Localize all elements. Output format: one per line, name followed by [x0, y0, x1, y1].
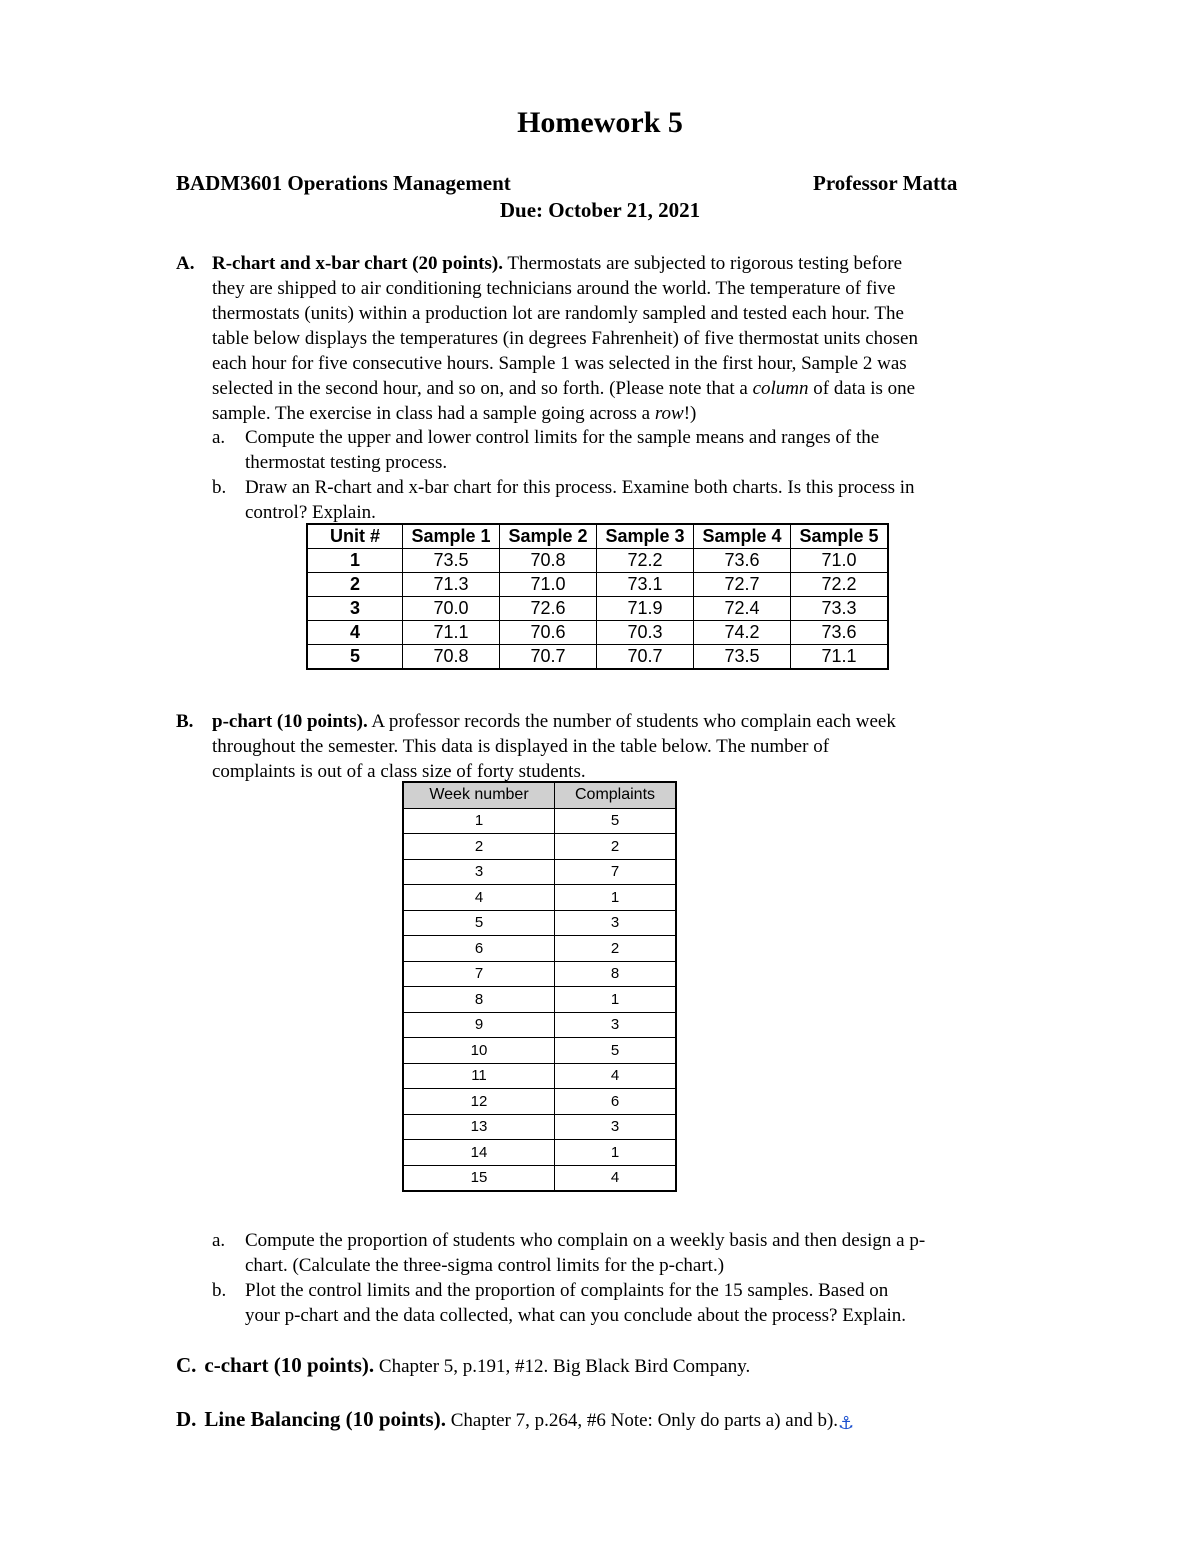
sub-a-text	[245, 425, 879, 475]
complaints-cell: 1	[555, 885, 677, 911]
table-header-cell: Sample 3	[597, 524, 694, 549]
section-a-line: they are shipped to air conditioning technicians around the world. The temperature of five	[212, 278, 896, 299]
table-header-cell: Sample 1	[403, 524, 500, 549]
temperature-cell: 71.1	[791, 645, 889, 670]
section-c	[176, 1353, 750, 1378]
section-b-line: throughout the semester. This data is displayed in the table below. The number of	[212, 736, 830, 757]
professor-name: Professor Matta	[813, 171, 958, 195]
table-row	[403, 859, 676, 885]
table-header-cell: Week number	[403, 782, 555, 808]
temperature-cell: 73.6	[694, 549, 791, 573]
temperature-cell: 71.3	[403, 573, 500, 597]
sub-b-text	[245, 1278, 906, 1328]
page-title: Homework 5	[517, 106, 683, 139]
complaints-cell: 8	[555, 961, 677, 987]
section-a-line: table below displays the temperatures (in degrees Fahrenheit) of five thermostat units chosen	[212, 328, 918, 349]
week-number-cell: 6	[403, 936, 555, 962]
section-a-line: of data is one	[808, 378, 916, 399]
table-row	[307, 549, 888, 573]
complaints-cell: 2	[555, 936, 677, 962]
table-row	[307, 645, 888, 670]
week-number-cell: 1	[403, 808, 555, 834]
complaints-cell: 4	[555, 1165, 677, 1191]
week-number-cell: 9	[403, 1012, 555, 1038]
anchor-icon: ⚓	[838, 1413, 855, 1434]
week-number-cell: 7	[403, 961, 555, 987]
table-row	[403, 1063, 676, 1089]
section-c-letter: C.	[176, 1353, 197, 1377]
temperature-cell: 70.7	[597, 645, 694, 670]
complaints-cell: 6	[555, 1089, 677, 1115]
section-b-line: complaints is out of a class size of forty students.	[212, 761, 586, 782]
week-number-cell: 13	[403, 1114, 555, 1140]
sub-a-line: Compute the proportion of students who complain on a weekly basis and then design a p-	[245, 1230, 926, 1251]
sub-b-line: control? Explain.	[245, 502, 376, 523]
section-a-emphasis: row	[654, 403, 684, 424]
temperature-cell: 72.2	[597, 549, 694, 573]
temperature-cell: 74.2	[694, 621, 791, 645]
complaints-cell: 1	[555, 1140, 677, 1166]
temperature-cell: 72.4	[694, 597, 791, 621]
section-a-body	[212, 251, 1032, 426]
temperature-cell: 73.3	[791, 597, 889, 621]
table-row	[307, 621, 888, 645]
sub-b-label: b.	[212, 477, 227, 498]
section-a-line: each hour for five consecutive hours. Sample 1 was selected in the first hour, Sample 2 was	[212, 353, 907, 374]
complaints-cell: 3	[555, 910, 677, 936]
table-row	[403, 885, 676, 911]
sub-a-line: chart. (Calculate the three-sigma control limits for the p-chart.)	[245, 1255, 725, 1276]
section-c-heading: c-chart (10 points).	[204, 1353, 375, 1377]
week-number-cell: 5	[403, 910, 555, 936]
table-header-row	[403, 782, 676, 808]
week-number-cell: 14	[403, 1140, 555, 1166]
temperature-cell: 73.5	[403, 549, 500, 573]
sub-b-label: b.	[212, 1280, 227, 1301]
complaints-cell: 4	[555, 1063, 677, 1089]
week-number-cell: 15	[403, 1165, 555, 1191]
week-number-cell: 11	[403, 1063, 555, 1089]
table-row	[307, 597, 888, 621]
section-c-text: Chapter 5, p.191, #12. Big Black Bird Company.	[374, 1356, 751, 1377]
complaints-cell: 3	[555, 1012, 677, 1038]
temperature-cell: 70.0	[403, 597, 500, 621]
complaints-cell: 1	[555, 987, 677, 1013]
section-d-text: Chapter 7, p.264, #6 Note: Only do parts a) and b).	[445, 1410, 839, 1431]
table-row	[403, 834, 676, 860]
complaints-cell: 7	[555, 859, 677, 885]
temperature-cell: 70.6	[500, 621, 597, 645]
complaints-cell: 5	[555, 1038, 677, 1064]
temperature-cell: 73.1	[597, 573, 694, 597]
section-a-line: !)	[683, 403, 697, 424]
table-row	[403, 1038, 676, 1064]
section-a-letter: A.	[176, 253, 195, 274]
sub-b-line: your p-chart and the data collected, what can you conclude about the process? Explain.	[245, 1305, 907, 1326]
temperature-cell: 70.3	[597, 621, 694, 645]
section-b-line: A professor records the number of students who complain each week	[367, 711, 896, 732]
table-row	[403, 910, 676, 936]
temperature-cell: 71.1	[403, 621, 500, 645]
temperature-cell: 70.8	[500, 549, 597, 573]
temperature-cell: 71.0	[500, 573, 597, 597]
section-b-letter: B.	[176, 711, 194, 732]
temperature-cell: 70.8	[403, 645, 500, 670]
section-a-line: selected in the second hour, and so on, and so forth. (Please note that a	[212, 378, 753, 399]
table-row	[403, 961, 676, 987]
table-row	[403, 1089, 676, 1115]
table-header-cell: Unit #	[307, 524, 403, 549]
complaints-cell: 3	[555, 1114, 677, 1140]
section-a-emphasis: column	[752, 378, 809, 399]
section-d-letter: D.	[176, 1407, 197, 1431]
table-header-cell: Sample 5	[791, 524, 889, 549]
sub-a-label: a.	[212, 427, 226, 448]
week-number-cell: 8	[403, 987, 555, 1013]
unit-number-cell: 1	[307, 549, 403, 573]
table-row	[403, 1165, 676, 1191]
sub-a-line: Compute the upper and lower control limits for the sample means and ranges of the	[245, 427, 880, 448]
temperature-cell: 71.9	[597, 597, 694, 621]
unit-number-cell: 5	[307, 645, 403, 670]
complaints-cell: 5	[555, 808, 677, 834]
sub-b-text	[245, 475, 915, 525]
unit-number-cell: 3	[307, 597, 403, 621]
table-header-cell: Complaints	[555, 782, 677, 808]
section-d-heading: Line Balancing (10 points).	[204, 1407, 446, 1431]
section-d	[176, 1407, 854, 1434]
temperature-cell: 71.0	[791, 549, 889, 573]
section-b-heading: p-chart (10 points).	[212, 711, 368, 732]
sub-b-line: Plot the control limits and the proportion of complaints for the 15 samples. Based on	[245, 1280, 889, 1301]
complaints-table	[402, 781, 677, 1192]
table-row	[307, 573, 888, 597]
temperature-cell: 72.2	[791, 573, 889, 597]
thermostat-table	[306, 523, 889, 670]
course-name: BADM3601 Operations Management	[176, 171, 511, 195]
sub-a-label: a.	[212, 1230, 226, 1251]
table-row	[403, 936, 676, 962]
table-row	[403, 1114, 676, 1140]
temperature-cell: 72.7	[694, 573, 791, 597]
temperature-cell: 73.6	[791, 621, 889, 645]
due-date: Due: October 21, 2021	[499, 198, 701, 222]
table-row	[403, 1140, 676, 1166]
table-header-row	[307, 524, 888, 549]
sub-a-line: thermostat testing process.	[245, 452, 448, 473]
week-number-cell: 2	[403, 834, 555, 860]
unit-number-cell: 4	[307, 621, 403, 645]
week-number-cell: 3	[403, 859, 555, 885]
table-row	[403, 987, 676, 1013]
table-header-cell: Sample 4	[694, 524, 791, 549]
week-number-cell: 10	[403, 1038, 555, 1064]
section-a-line: thermostats (units) within a production lot are randomly sampled and tested each hour. The	[212, 303, 904, 324]
sub-b-line: Draw an R-chart and x-bar chart for this process. Examine both charts. Is this process in	[245, 477, 915, 498]
temperature-cell: 73.5	[694, 645, 791, 670]
temperature-cell: 70.7	[500, 645, 597, 670]
section-a-heading: R-chart and x-bar chart (20 points).	[212, 253, 503, 274]
temperature-cell: 72.6	[500, 597, 597, 621]
sub-a-text	[245, 1228, 925, 1278]
week-number-cell: 4	[403, 885, 555, 911]
complaints-cell: 2	[555, 834, 677, 860]
unit-number-cell: 2	[307, 573, 403, 597]
section-a-line: sample. The exercise in class had a sample going across a	[212, 403, 655, 424]
table-row	[403, 1012, 676, 1038]
section-a-line: Thermostats are subjected to rigorous testing before	[502, 253, 903, 274]
week-number-cell: 12	[403, 1089, 555, 1115]
table-header-cell: Sample 2	[500, 524, 597, 549]
section-b-body	[212, 709, 1032, 784]
table-row	[403, 808, 676, 834]
